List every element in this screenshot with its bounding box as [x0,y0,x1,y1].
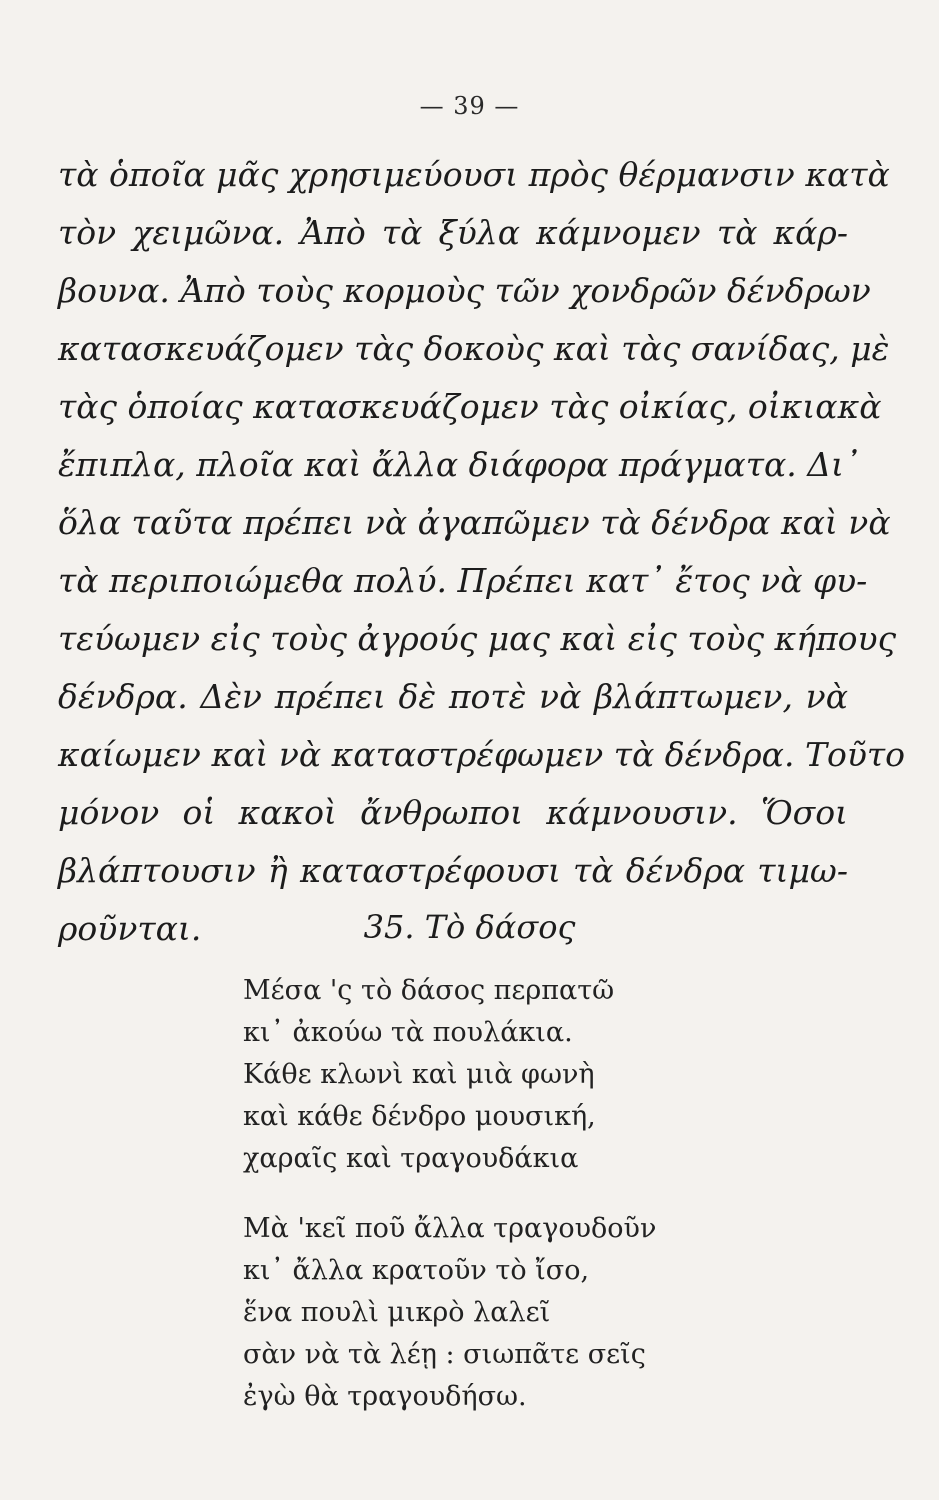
prose-line: τὸν χειμῶνα. Ἀπὸ τὰ ξύλα κάμνομεν τὰ κάρ- [58,213,848,252]
prose-paragraph [58,146,906,958]
verse-line: χαραῖς καὶ τραγουδάκια [243,1143,579,1174]
verse-line: Μέσα 'ς τὸ δάσος περπατῶ [243,975,615,1006]
poem-stanza-2 [243,1208,843,1418]
prose-line: ὅλα ταῦτα πρέπει νὰ ἀγαπῶμεν τὰ δένδρα καὶ νὰ [58,503,891,542]
prose-line: βουνα. Ἀπὸ τοὺς κορμοὺς τῶν χονδρῶν δένδρων [58,271,871,310]
verse-line: κι᾽ ἀκούω τὰ πουλάκια. [243,1017,573,1048]
prose-line: τὰ ὁποῖα μᾶς χρησιμεύουσι πρὸς θέρμανσιν κατὰ [58,155,890,194]
prose-line: κατασκευάζομεν τὰς δοκοὺς καὶ τὰς σανίδας, μὲ [58,329,890,368]
verse-line: καὶ κάθε δένδρο μουσική, [243,1101,596,1132]
prose-line: τὰ περιποιώμεθα πολύ. Πρέπει κατ᾽ ἔτος νὰ φυ- [58,561,868,600]
verse-line: κι᾽ ἄλλα κρατοῦν τὸ ἴσο, [243,1255,590,1286]
verse-line: σὰν νὰ τὰ λέῃ : σιωπᾶτε σεῖς [243,1339,646,1370]
verse-line: Κάθε κλωνὶ καὶ μιὰ φωνὴ [243,1059,595,1090]
page-number: — 39 — [419,92,520,120]
prose-line: ροῦνται. [58,909,202,948]
prose-line: δένδρα. Δὲν πρέπει δὲ ποτὲ νὰ βλάπτωμεν, νὰ [58,677,848,716]
prose-line: βλάπτουσιν ἢ καταστρέφουσι τὰ δένδρα τιμω- [58,851,848,890]
section-title: 35. Τὸ δάσος [363,908,576,946]
poem-stanza-1 [243,970,843,1180]
verse-line: Μὰ 'κεῖ ποῦ ἄλλα τραγουδοῦν [243,1213,657,1244]
prose-line: ἔπιπλα, πλοῖα καὶ ἄλλα διάφορα πράγματα. Δι᾽ [58,445,861,484]
prose-line: τὰς ὁποίας κατασκευάζομεν τὰς οἰκίας, οἰκιακὰ [58,387,882,426]
verse-line: ἕνα πουλὶ μικρὸ λαλεῖ [243,1297,551,1328]
prose-line: μόνον οἱ κακοὶ ἄνθρωποι κάμνουσιν. Ὅσοι [58,793,848,832]
prose-line: τεύωμεν εἰς τοὺς ἀγρούς μας καὶ εἰς τοὺς κήπους [58,619,897,658]
prose-line: καίωμεν καὶ νὰ καταστρέφωμεν τὰ δένδρα. Τοῦτο [58,735,906,774]
verse-line: ἐγὼ θὰ τραγουδήσω. [243,1381,527,1412]
